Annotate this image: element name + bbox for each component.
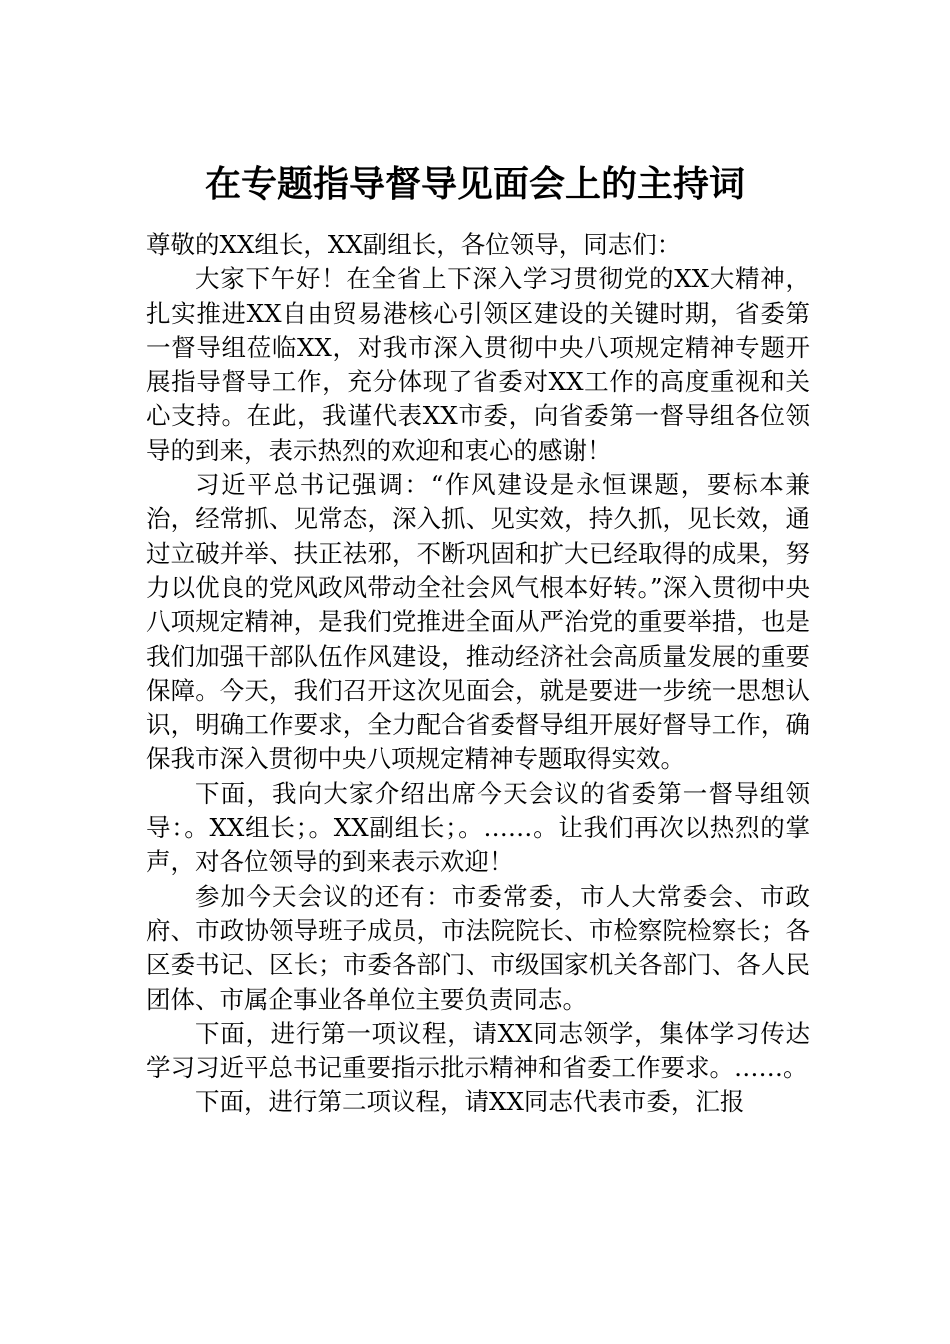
paragraph-attendees: 参加今天会议的还有：市委常委，市人大常委会、市政府、市政协领导班子成员，市法院院长、市检察院检察长；各区委书记、区长；市委各部门、市级国家机关各部门、各人民团体、市属企事业各单位主要负责同志。 xyxy=(146,881,810,1014)
paragraph-quote: 习近平总书记强调：“作风建设是永恒课题，要标本兼治，经常抓、见常态，深入抓、见实效，持久抓，见长效，通过立破并举、扶正祛邪，不断巩固和扩大已经取得的成果，努力以优良的党风政风带动全社会风气根本好转。”深入贯彻中央八项规定精神，是我们党推进全面从严治党的重要举措，也是我们加强干部队伍作风建设，推动经济社会高质量发展的重要保障。今天，我们召开这次见面会，就是要进一步统一思想认识，明确工作要求，全力配合省委督导组开展好督导工作，确保我市深入贯彻中央八项规定精神专题取得实效。 xyxy=(146,470,810,774)
salutation: 尊敬的XX组长，XX副组长，各位领导，同志们： xyxy=(146,230,682,259)
paragraph-agenda-item-2: 下面，进行第二项议程，请XX同志代表市委，汇报 xyxy=(195,1087,745,1117)
paragraph-welcome: 大家下午好！在全省上下深入学习贯彻党的XX大精神，扎实推进XX自由贸易港核心引领区建设的关键时期，省委第一督导组莅临XX，对我市深入贯彻中央八项规定精神专题开展指导督导工作，充分体现了省委对XX工作的高度重视和关心支持。在此，我谨代表XX市委，向省委第一督导组各位领导的到来，表示热烈的欢迎和衷心的感谢！ xyxy=(146,264,810,465)
document-title: 在专题指导督导见面会上的主持词 xyxy=(204,163,745,205)
paragraph-introduction: 下面，我向大家介绍出席今天会议的省委第一督导组领导：。XX组长；。XX副组长；。……。让我们再次以热烈的掌声，对各位领导的到来表示欢迎！ xyxy=(146,778,810,877)
paragraph-agenda-item-1: 下面，进行第一项议程，请XX同志领学，集体学习传达学习习近平总书记重要指示批示精神和省委工作要求。……。 xyxy=(146,1018,810,1083)
document-body xyxy=(146,228,810,1120)
